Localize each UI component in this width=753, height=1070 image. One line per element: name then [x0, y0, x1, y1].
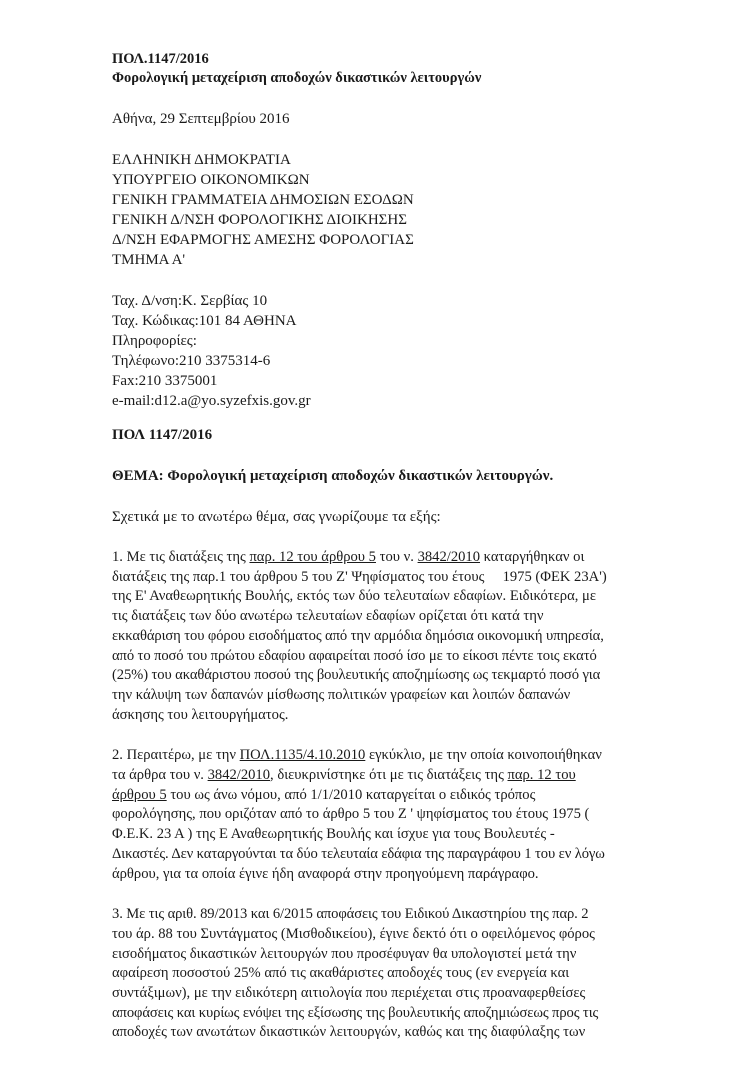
- text-span: καταργήθηκαν οι: [480, 549, 585, 565]
- contact-phone: Τηλέφωνο:210 3375314-6: [112, 353, 271, 369]
- paragraph-line: άσκησης του λειτουργήματος.: [112, 706, 289, 723]
- circular-link-pol1135[interactable]: ΠΟΛ.1135/4.10.2010: [239, 747, 366, 764]
- authority-line: ΕΛΛΗΝΙΚΗ ΔΗΜΟΚΡΑΤΙΑ: [112, 152, 291, 168]
- paragraph-line: Φ.Ε.Κ. 23 Α ) της Ε Αναθεωρητικής Βουλής και ίσχυε για τους Βουλευτές -: [112, 826, 555, 843]
- title-block: [112, 50, 693, 88]
- authority-line: ΓΕΝΙΚΗ Δ/ΝΣΗ ΦΟΡΟΛΟΓΙΚΗΣ ΔΙΟΙΚΗΣΗΣ: [112, 212, 407, 228]
- paragraph-line: [112, 786, 693, 806]
- paragraph-1: [112, 548, 693, 725]
- paragraph-line: [112, 746, 693, 766]
- law-link-art5[interactable]: άρθρου 5: [112, 786, 167, 803]
- law-link-par12[interactable]: παρ. 12 του: [507, 767, 576, 784]
- authority-line: Δ/ΝΣΗ ΕΦΑΡΜΟΓΗΣ ΑΜΕΣΗΣ ΦΟΡΟΛΟΓΙΑΣ: [112, 232, 414, 248]
- intro-line: Σχετικά με το ανωτέρω θέμα, σας γνωρίζουμε τα εξής:: [112, 509, 441, 525]
- authority-line: ΤΜΗΜΑ Α': [112, 252, 186, 268]
- paragraph-line: φορολόγησης, που οριζόταν από το άρθρο 5 του Ζ ' ψηφίσματος του έτους 1975 (: [112, 806, 590, 823]
- subject-line: ΘΕΜΑ: Φορολογική μεταχείριση αποδοχών δικαστικών λειτουργών.: [112, 468, 554, 484]
- document-number: ΠΟΛ 1147/2016: [112, 427, 213, 443]
- paragraph-line: του άρ. 88 του Συντάγματος (Μισθοδικείου), έγινε δεκτό ότι ο οφειλόμενος φόρος: [112, 925, 595, 942]
- paragraph-line: από το ποσό του πρώτου εδαφίου αφαιρείται ποσό ίσο με το είκοσι πέντε τοις εκατό: [112, 647, 597, 664]
- text-span: του ν.: [375, 549, 418, 565]
- text-span: , διευκρινίστηκε ότι με τις διατάξεις της: [270, 767, 508, 784]
- contact-fax: Fax:210 3375001: [112, 373, 218, 389]
- paragraph-line: 3. Με τις αριθ. 89/2013 και 6/2015 αποφάσεις του Ειδικού Δικαστηρίου της παρ. 2: [112, 906, 589, 923]
- text-span: 2. Περαιτέρω, με την: [112, 747, 240, 764]
- text-span: του ως άνω νόμου, από 1/1/2010 καταργείται ο ειδικός τρόπος: [166, 786, 536, 803]
- document-date: Αθήνα, 29 Σεπτεμβρίου 2016: [112, 111, 290, 127]
- circular-code: ΠΟΛ.1147/2016: [112, 51, 209, 67]
- paragraph-line: [112, 766, 693, 786]
- paragraph-line: διατάξεις της παρ.1 του άρθρου 5 του Ζ' Ψηφίσματος του έτους 1975 (ΦΕΚ 23Α'): [112, 568, 607, 585]
- paragraph-line: εισοδήματος δικαστικών λειτουργών που προσέφυγαν θα υπολογιστεί μετά την: [112, 945, 577, 962]
- contact-info: Πληροφορίες:: [112, 333, 197, 349]
- paragraph-line: της Ε' Αναθεωρητικής Βουλής, εκτός των δύο τελευταίων εδαφίων. Ειδικότερα, με: [112, 588, 596, 605]
- paragraph-line: την κάλυψη των δαπανών μίσθωσης πολιτικών γραφείων και λοιπών δαπανών: [112, 686, 571, 703]
- law-link-par12-art5[interactable]: παρ. 12 του άρθρου 5: [249, 549, 376, 565]
- text-span: 1. Με τις διατάξεις της: [112, 549, 250, 565]
- authority-block: [112, 150, 693, 270]
- text-span: τα άρθρα του ν.: [112, 767, 208, 784]
- authority-line: ΓΕΝΙΚΗ ΓΡΑΜΜΑΤΕΙΑ ΔΗΜΟΣΙΩΝ ΕΣΟΔΩΝ: [112, 192, 414, 208]
- paragraph-3: [112, 905, 693, 1043]
- authority-line: ΥΠΟΥΡΓΕΙΟ ΟΙΚΟΝΟΜΙΚΩΝ: [112, 172, 310, 188]
- text-span: εγκύκλιο, με την οποία κοινοποιήθηκαν: [365, 747, 602, 764]
- paragraph-line: αποφάσεις και κυρίως ενόψει της εξίσωσης της βουλευτικής αποζημιώσεως προς τις: [112, 1004, 599, 1021]
- paragraph-line: αφαίρεση ποσοστού 25% από τις ακαθάριστες αποδοχές τους (εν ενεργεία και: [112, 965, 570, 982]
- paragraph-line: άρθρου, για τα οποία έγινε ήδη αναφορά στην προηγούμενη παράγραφο.: [112, 865, 539, 882]
- contact-address: Ταχ. Δ/νση:Κ. Σερβίας 10: [112, 293, 268, 309]
- contact-email: e-mail:d12.a@yo.syzefxis.gov.gr: [112, 393, 311, 409]
- paragraph-line: [112, 548, 693, 568]
- paragraph-line: Δικαστές. Δεν καταργούνται τα δύο τελευταία εδάφια της παραγράφου 1 του εν λόγω: [112, 845, 605, 862]
- circular-subtitle: Φορολογική μεταχείριση αποδοχών δικαστικών λειτουργών: [112, 70, 482, 86]
- law-link-3842-2010[interactable]: 3842/2010: [417, 549, 481, 565]
- contact-postcode: Ταχ. Κώδικας:101 84 ΑΘΗΝΑ: [112, 313, 297, 329]
- contact-block: [112, 291, 693, 411]
- paragraph-line: αποδοχές των ανωτάτων δικαστικών λειτουργών, καθώς και της διαφύλαξης των: [112, 1024, 586, 1041]
- paragraph-line: τις διατάξεις των δύο ανωτέρω τελευταίων εδαφίων ορίζεται ότι κατά την: [112, 608, 544, 625]
- paragraph-line: (25%) του ακαθάριστου ποσού της βουλευτικής αποζημίωσης ως τεκμαρτό ποσό για: [112, 667, 601, 684]
- paragraph-line: εκκαθάριση του φόρου εισοδήματος από την αρμόδια δημόσια οικονομική υπηρεσία,: [112, 627, 604, 644]
- paragraph-line: συντάξιμων), με την ειδικότερη αιτιολογία που περιέχεται στις προαναφερθείσες: [112, 985, 586, 1002]
- law-link-3842-2010[interactable]: 3842/2010: [207, 767, 271, 784]
- paragraph-2: [112, 746, 693, 884]
